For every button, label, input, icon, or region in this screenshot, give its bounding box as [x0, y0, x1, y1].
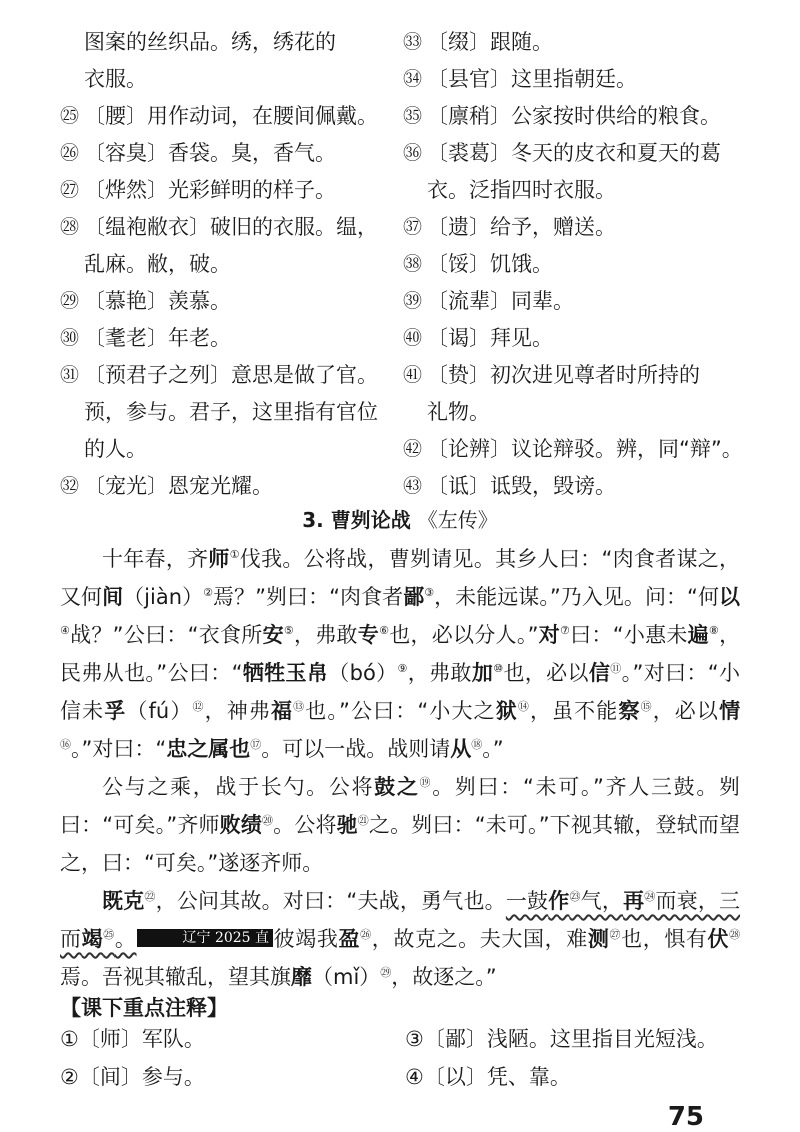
note-item: ㊷ 〔论辨〕议论辩驳。辨，同“辩”。 [403, 437, 743, 461]
classical-text-passage [60, 540, 740, 996]
section-heading: 【课下重点注释】 [60, 996, 228, 1020]
chapter-heading [0, 504, 800, 533]
passage-paragraph: 十年春，齐师①伐我。公将战，曹刿请见。其乡人曰：“肉食者谋之，又何间（jiàn）②焉？”刿曰：“肉食者鄙③，未能远谋。”乃入见。问：“何以④战？”公曰：“衣食所安⑤，弗敢专⑥也，必以分人。”对⑦曰：“小惠未遍⑧，民弗从也。”公曰：“牺牲玉帛（bó）⑨，弗敢加⑩也，必以信⑪。”对曰：“小信未孚（fú）⑫，神弗福⑬也。”公曰：“小大之狱⑭，虽不能察⑮，必以情⑯。”对曰：“忠之属也⑰。可以一战。战则请从⑱。” [60, 547, 741, 761]
wavy-underlined-sentence: 一鼓作$^㉓$气，再$^㉔$而衰，三而竭$^㉕$。 [60, 889, 741, 951]
note-item: ㉗ 〔烨然〕光彩鲜明的样子。 [60, 178, 336, 202]
note-item: ㊶ 〔贽〕初次进见尊者时所持的 礼物。 [403, 363, 700, 424]
chapter-title: 曹刿论战 [330, 508, 411, 532]
note-item: ㉛ 〔预君子之列〕意思是做了官。 预，参与。君子，这里指有官位 的人。 [60, 363, 378, 461]
note-item: ㉞ 〔县官〕这里指朝廷。 [403, 67, 637, 91]
note-item: ㉕ 〔腰〕用作动词，在腰间佩戴。 [60, 104, 378, 128]
note-item: ㊵ 〔谒〕拜见。 [403, 326, 553, 350]
key-notes-list [60, 1020, 760, 1096]
note-item: ㉖ 〔容臭〕香袋。臭，香气。 [60, 141, 336, 165]
note-item: ㊴ 〔流辈〕同辈。 [403, 289, 574, 313]
note-item: ㉜ 〔宠光〕恩宠光耀。 [60, 474, 273, 498]
note-item: ㉟ 〔廪稍〕公家按时供给的粮食。 [403, 104, 721, 128]
page-number: 75 [667, 1102, 704, 1132]
note-item: ㊱ 〔裘葛〕冬天的皮衣和夏天的葛 衣。泛指四时衣服。 [403, 141, 721, 202]
chapter-number: 3. [302, 508, 324, 532]
key-note: ④〔以〕凭、靠。 [405, 1065, 571, 1089]
note-item: ㊳ 〔馁〕饥饿。 [403, 252, 553, 276]
note-item: ㊲ 〔遗〕给予，赠送。 [403, 215, 616, 239]
key-notes-row [60, 1020, 760, 1058]
key-note: ②〔间〕参与。 [60, 1065, 205, 1089]
right-notes-column [403, 24, 743, 505]
passage-paragraph: 既克$^㉒$，公问其故。对曰：“夫战，勇气也。一鼓作$^㉓$气，再$^㉔$而衰，三而竭$^㉕$。 辽宁 2025 直 彼竭我盈$^㉖$，故克之。夫大国，难测$^㉗$也，惧有伏$^㉘$焉。吾视其辙乱，望其旗靡（mǐ）$^㉙$，故逐之。” [60, 889, 741, 989]
note-item: ㉙ 〔慕艳〕羡慕。 [60, 289, 231, 313]
passage-paragraph: 公与之乘，战于长勺。公将鼓之⑲。刿曰：“未可。”齐人三鼓。刿曰：“可矣。”齐师败绩⑳。公将驰$^㉑$之。刿曰：“未可。”下视其辙，登轼而望之，曰：“可矣。”遂逐齐师。 [60, 775, 741, 875]
key-note: ①〔师〕军队。 [60, 1027, 205, 1051]
note-item: ㉝ 〔缀〕跟随。 [403, 30, 553, 54]
key-notes-row [60, 1058, 760, 1096]
note-item: ㉘ 〔缊袍敝衣〕破旧的衣服。缊， 乱麻。敝，破。 [60, 215, 378, 276]
note-item: ㊸ 〔诋〕诋毁，毁谤。 [403, 474, 616, 498]
chapter-source: 《左传》 [417, 508, 498, 532]
left-notes-column [60, 24, 390, 505]
key-note: ③〔鄙〕浅陋。这里指目光短浅。 [405, 1027, 718, 1051]
note-item: ㉚ 〔耄老〕年老。 [60, 326, 231, 350]
exam-tag: 辽宁 2025 直 [137, 929, 274, 947]
note-continuation: 图案的丝织品。绣，绣花的 衣服。 [84, 30, 336, 91]
